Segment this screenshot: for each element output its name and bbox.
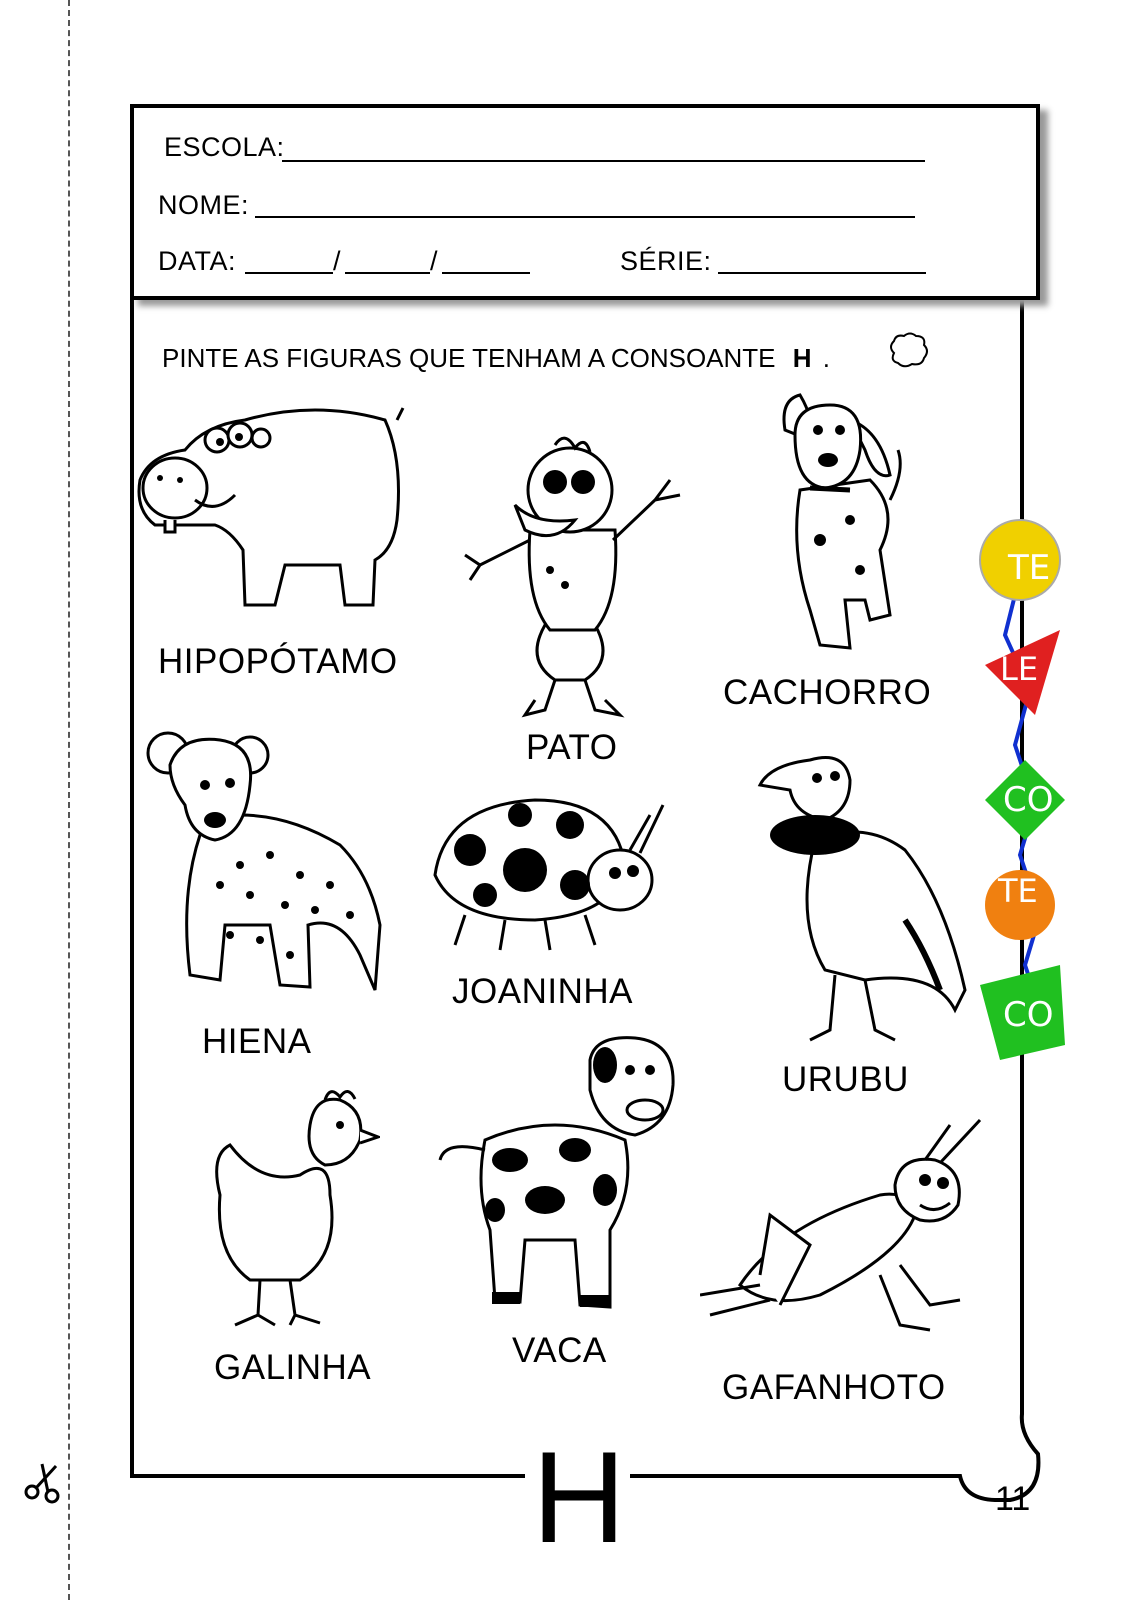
school-field[interactable]	[282, 160, 925, 162]
animal-label-vulture: URUBU	[782, 1060, 909, 1099]
date-label: DATA:	[158, 246, 237, 276]
hen-image	[200, 1085, 380, 1335]
instruction	[162, 343, 830, 374]
animal-label-duck: PATO	[526, 728, 618, 767]
animal-label-hippopotamus: HIPOPÓTAMO	[158, 642, 398, 681]
animal-label-hyena: HIENA	[202, 1022, 312, 1061]
instruction-text: PINTE AS FIGURAS QUE TENHAM A CONSOANTE	[162, 343, 776, 373]
cow-image	[435, 1030, 690, 1315]
date-year-field[interactable]	[442, 272, 530, 274]
hippopotamus-image	[135, 400, 405, 615]
scissors-icon	[22, 1462, 66, 1506]
grade-field[interactable]	[718, 272, 926, 274]
duck-image	[455, 430, 695, 720]
hyena-image	[140, 725, 390, 1005]
name-label: NOME:	[158, 190, 250, 220]
page-number: 11	[995, 1480, 1031, 1518]
badge-text-co: CO	[1003, 780, 1054, 820]
vulture-image	[755, 740, 970, 1050]
animal-label-grasshopper: GAFANHOTO	[722, 1368, 946, 1407]
badge-text-te: TE	[1008, 548, 1051, 588]
date-separator: /	[333, 246, 342, 276]
animal-label-hen: GALINHA	[214, 1348, 372, 1387]
dog-image	[740, 380, 920, 655]
date-month-field[interactable]	[345, 272, 430, 274]
cloud-icon	[886, 331, 930, 369]
instruction-end: .	[822, 343, 831, 373]
animal-label-ladybug: JOANINHA	[452, 972, 633, 1011]
badge-text-te-2: TE	[998, 872, 1038, 910]
cut-line	[68, 0, 70, 1600]
instruction-letter: H	[792, 343, 812, 373]
school-label: ESCOLA:	[164, 132, 285, 162]
badge-text-co-2: CO	[1003, 995, 1054, 1035]
animal-label-dog: CACHORRO	[723, 673, 932, 712]
ladybug-image	[425, 795, 665, 965]
date-separator: /	[430, 246, 439, 276]
grade-label: SÉRIE:	[620, 246, 712, 276]
badge-text-le: LE	[1000, 650, 1039, 688]
footer-letter: H	[532, 1424, 626, 1570]
grasshopper-image	[700, 1115, 985, 1345]
animal-label-cow: VACA	[512, 1331, 607, 1370]
date-day-field[interactable]	[245, 272, 333, 274]
name-field[interactable]	[255, 216, 915, 218]
